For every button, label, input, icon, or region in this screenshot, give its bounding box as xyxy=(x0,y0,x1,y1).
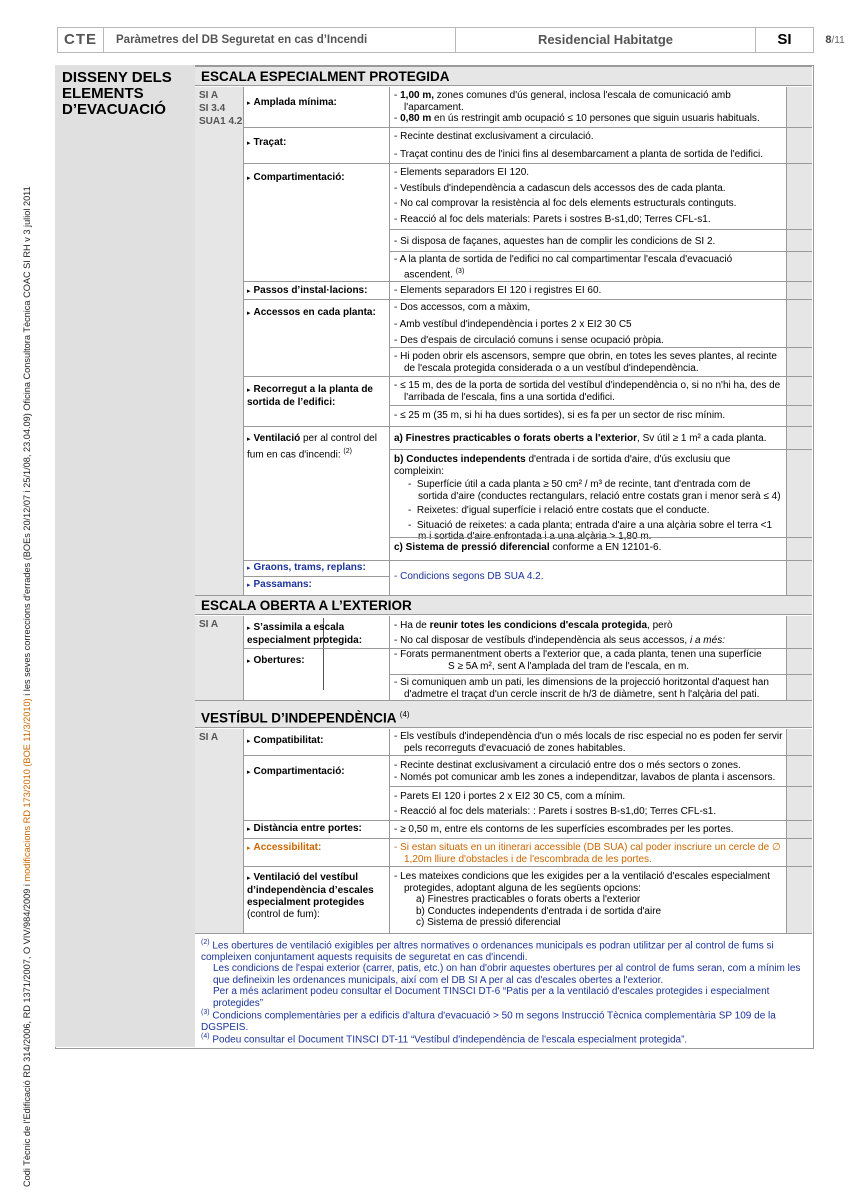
label-distancia: ▸ Distància entre portes: xyxy=(247,823,362,834)
label-amplada: ▸ Amplada mínima: xyxy=(247,97,337,108)
side-text-part1: Codi Tècnic de l'Edificació RD 314/2006, RD 1371/2007, O VIV/984/2009 i xyxy=(22,881,32,1187)
heading-escala-oberta: ESCALA OBERTA A L’EXTERIOR xyxy=(195,595,812,615)
footnote-2c: Per a més aclariment podeu consultar el Document TINSCI DT-6 “Patis per a la ventilació d'escales protegides i especialment protegides” xyxy=(213,986,770,1009)
content-passos: - Elements separadors EI 120 i registres EI 60. xyxy=(394,285,602,296)
content-ventilacio-c: c) Sistema de pressió diferencial conforme a EN 12101-6. xyxy=(394,542,662,553)
page-header xyxy=(57,27,845,53)
page-total: /11 xyxy=(831,35,845,46)
footnote-3: $^{(3)}$ Condicions complementàries per a edificis d'altura d'evacuació > 50 m segons Instrucció Tècnica complementària SP 109 de la DGSPEIS. xyxy=(201,1009,776,1033)
label-vest-ventilacio: ▸ Ventilació del vestíbul d’independència d’escales especialment protegides (control de fum): xyxy=(247,872,374,920)
content-ventilacio-a: a) Finestres practicables o forats oberts a l'exterior, Sv útil ≥ 1 m² a cada planta. xyxy=(394,433,767,444)
ref-escala-protegida: SI A SI 3.4 SUA1 4.2 xyxy=(195,87,243,595)
label-compartimentacio: ▸ Compartimentació: xyxy=(247,172,345,183)
label-vest-compart: ▸ Compartimentació: xyxy=(247,766,345,777)
side-text-part2: modificacions RD 173/2010 (BOE 11/3/2010) xyxy=(22,698,32,882)
content-compartimentacio-3: - A la planta de sortida de l'edifici no cal compartimentar l'escala d'evacuació ascendent. $^{(3)}$ xyxy=(394,254,733,280)
content-compartimentacio-2: - Si disposa de façanes, aquestes han de complir les condicions de SI 2. xyxy=(394,236,716,247)
ref-vestibul: SI A xyxy=(195,729,243,933)
content-obertures: - Forats permanentment oberts a l'exterior que, a cada planta, tenen una superfície S ≥ 5A m², sent A l'amplada del tram de l'escala, en m. xyxy=(390,649,787,672)
content-amplada: - 1,00 m, zones comunes d'ús general, inclosa l'escala de comunicació amb l'aparcament. - 0,80 m en ús restringit amb ocupació ≤ 10 persones que siguin usuaris habituals. xyxy=(394,90,760,124)
content-tracat: - Recinte destinat exclusivament a circulació. - Traçat continu des de l'inici fins al desembarcament a planta de sortida de l'edifici. xyxy=(394,131,764,160)
content-vest-compart: - Recinte destinat exclusivament a circulació entre dos o més sectors o zones. - Només pot comunicar amb les zones a independitzar, lavabos de planta i ascensors. xyxy=(394,760,776,783)
section-column xyxy=(55,65,195,1047)
content-compartimentacio: - Elements separadors EI 120. - Vestíbuls d'independència a cadascun dels accessos des de cada planta. - No cal comprovar la resistència al foc dels elements estructurals continguts. - Reacció al foc dels materials: Parets i sostres B-s1,d0; Terres CFL-s1. xyxy=(394,167,737,225)
label-ventilacio: ▸ Ventilació per al control del fum en cas d'incendi: $^{(2)}$ xyxy=(247,433,377,461)
content-compatibilitat: - Els vestíbuls d'independència d'un o més locals de risc especial no es poden fer servir pels recorreguts d'evacuació de zones habitables. xyxy=(394,731,783,754)
content-assimila: - Ha de reunir totes les condicions d'escala protegida, però - No cal disposar de vestíbuls d'independència als seus accessos, i a més: xyxy=(394,620,725,646)
heading-escala-protegida: ESCALA ESPECIALMENT PROTEGIDA xyxy=(195,66,812,86)
cte-label: CTE xyxy=(58,28,104,52)
content-accessos: - Dos accessos, com a màxim, - Amb vestíbul d'independència i portes 2 x EI2 30 C5 - Des d'espais de circulació comuns i sense ocupació pròpia. xyxy=(394,302,664,346)
header-title: Paràmetres del DB Seguretat en cas d’Incendi xyxy=(104,28,456,52)
label-accessibilitat: ▸ Accessibilitat: xyxy=(247,842,322,853)
content-sua: - Condicions segons DB SUA 4.2. xyxy=(394,571,544,582)
content-accessos-2: - Hi poden obrir els ascensors, sempre que obrin, en totes les seves plantes, al recinte de l'escala protegida considerada o a un vestíbul d'independència. xyxy=(394,351,777,374)
content-ventilacio-b: b) Conductes independents d'entrada i de sortida d'aire, d'ús exclusiu que compleixin: - Superfície útil a cada planta ≥ 50 cm² / m³ de recinte, tant d'entrada com de sortida d'aire (conductes rectangulars, relació entre costats gran i menor serà ≤ 4) - Reixetes: d'igual superfície i relació entre costats que el conducte. - Situació de reixetes: a cada planta; entrada d'aire a una alçària sobre el terra <1 xyxy=(394,454,781,531)
label-assimila: ▸ S’assimila a escala especialment protegida: xyxy=(247,622,363,646)
ref-escala-oberta: SI A xyxy=(195,616,243,700)
label-graons: ▸ Graons, trams, replans: xyxy=(247,562,366,573)
obertures-formula: S ≥ 5A m², sent A l'amplada del tram de l'escala, en m. xyxy=(448,660,690,672)
content-vest-ventilacio: - Les mateixes condicions que les exigides per a la ventilació d'escales especialment protegides, adoptant alguna de les següents opcions: a) Finestres practicables o forats oberts a l'exterior b) Conductes independents d'entrada i de sortida d'aire c) Sistema de pressió diferencial xyxy=(390,871,787,929)
side-text-part3: i les seves correccions d'errades (BOEs 20/12/07 i 25/1/08, 23.04.09) Oficina Consultora Tècnica COAC SI RH v 3 juliol 2011 xyxy=(22,186,32,699)
heading-vestibul: VESTÍBUL D’INDEPENDÈNCIA $^{(4)}$ xyxy=(195,700,812,728)
footnote-2b: Les condicions de l'espai exterior (carrer, patis, etc.) on han d'obrir aquestes obertures per al control de fums seran, com a mínim les que defineixin les ordenances municipals, així com el DB SI A per al cas d'escales obertes a l'exterior. xyxy=(213,963,801,986)
header-code: SI xyxy=(756,28,814,52)
header-category: Residencial Habitatge xyxy=(456,28,756,52)
content-accessibilitat: - Si estan situats en un itinerari accessible (DB SUA) cal poder inscriure un cercle de ∅ 1,20m lliure d'obstacles i de l'escombrada de les portes. xyxy=(394,842,781,865)
footnote-4: $^{(4)}$ Podeu consultar el Document TINSCI DT-11 “Vestíbul d'independència de l'escala especialment protegida”. xyxy=(201,1033,688,1046)
content-recorregut: - ≤ 15 m, des de la porta de sortida del vestíbul d'independència o, si no n'hi ha, des de l'arribada de l'escala, fins a una sortida d'edifici. xyxy=(394,380,781,403)
content-vest-compart-2: - Parets EI 120 i portes 2 x EI2 30 C5, com a mínim. - Reacció al foc dels materials: : Parets i sostres B-s1,d0; Terres CFL-s1. xyxy=(394,791,717,817)
content-obertures-2: - Si comuniquen amb un pati, les dimensions de la projecció horitzontal d'aquest han d'admetre el traçat d'un cercle inscrit de h/3 de diàmetre, sent h l'alçària del pati. xyxy=(394,677,769,700)
vest-option-c: c) Sistema de pressió diferencial xyxy=(416,917,561,928)
label-tracat: ▸ Traçat: xyxy=(247,137,287,148)
section-title: DISSENY DELS ELEMENTS D’EVACUACIÓ xyxy=(62,69,172,118)
page-current: 8 xyxy=(825,34,832,46)
page-number xyxy=(814,28,849,52)
label-accessos: ▸ Accessos en cada planta: xyxy=(247,307,376,318)
label-passamans: ▸ Passamans: xyxy=(247,579,312,590)
vest-option-a: a) Finestres practicables o forats oberts a l'exterior xyxy=(416,894,641,905)
label-passos: ▸ Passos d’instal·lacions: xyxy=(247,285,368,296)
content-recorregut-2: - ≤ 25 m (35 m, si hi ha dues sortides), si es fa per un sector de risc mínim. xyxy=(394,410,726,421)
label-recorregut: ▸ Recorregut a la planta de sortida de l’edifici: xyxy=(247,384,373,408)
label-obertures: ▸ Obertures: xyxy=(247,655,305,666)
label-compatibilitat: ▸ Compatibilitat: xyxy=(247,735,324,746)
vest-option-b: b) Conductes independents d'entrada i de sortida d'aire xyxy=(416,905,662,917)
side-legal-text xyxy=(20,27,34,1187)
content-distancia: - ≥ 0,50 m, entre els contorns de les superfícies escombrades per les portes. xyxy=(394,824,734,835)
footnote-2: $^{(2)}$ Les obertures de ventilació exigibles per altres normatives o ordenances municipals es podran utilitzar per al control de fums si compleixen conjuntament aquests requisits de seguretat en cas d'incendi. Les condicions de l'espai exterior (carrer, patis, etc.) on han d'obrir aquestes obertures per al control de fums seran, com a mínim les que defineixin les ordenances municipals, així com el DB SI A per al cas d'escales obertes a l'exterior. Per a més aclariment podeu consultar el Document TINSCI DT-6 “Patis per a la ventilació d'escales protegides i especialment protegides” xyxy=(201,939,801,1009)
